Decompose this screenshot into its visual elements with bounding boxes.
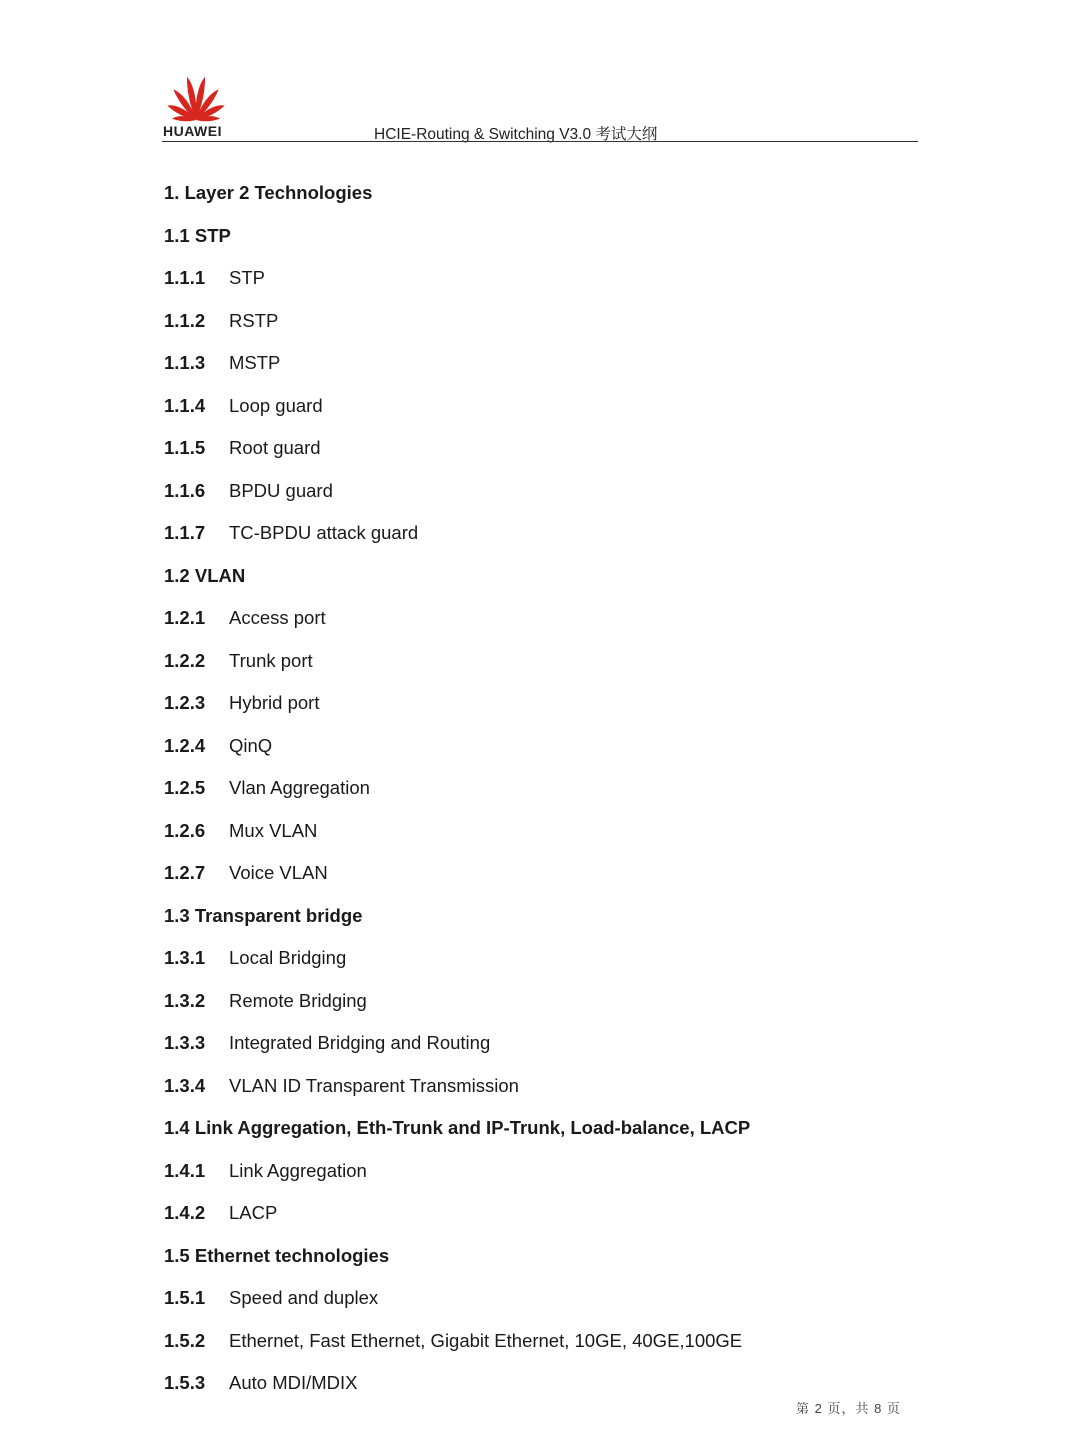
item-number: 1.2.5 [164, 777, 206, 798]
item-number: 1.2.1 [164, 607, 206, 628]
item-label: QinQ [229, 734, 273, 756]
item-label: Loop guard [229, 394, 323, 416]
item-label: Speed and duplex [229, 1287, 379, 1308]
item-label: Ethernet, Fast Ethernet, Gigabit Ethernet, 10GE, 40GE,100GE [229, 1329, 743, 1351]
outline-item [164, 342, 924, 385]
outline-item [164, 640, 924, 683]
outline-item [164, 682, 924, 725]
item-number: 1.1.3 [164, 352, 206, 373]
item-number: 1.3.1 [164, 947, 206, 968]
item-label: Remote Bridging [229, 989, 367, 1011]
item-number: 1.1.4 [164, 394, 206, 416]
outline-item [164, 1192, 924, 1235]
document-title: HCIE-Routing & Switching V3.0 考试大纲 [374, 126, 658, 143]
item-number: 1.5.1 [164, 1287, 206, 1308]
item-number: 1.3.4 [164, 1074, 206, 1096]
outline-item [164, 1150, 924, 1193]
item-number: 1.1.5 [164, 437, 206, 458]
item-label: Voice VLAN [229, 862, 328, 883]
outline-item [164, 257, 924, 300]
item-number: 1.3.3 [164, 1032, 206, 1053]
outline-item [164, 725, 924, 768]
item-label: Link Aggregation [229, 1159, 367, 1181]
outline-item [164, 767, 924, 810]
item-number: 1.1.2 [164, 309, 206, 331]
item-label: Integrated Bridging and Routing [229, 1032, 491, 1053]
item-number: 1.2.2 [164, 649, 206, 671]
item-number: 1.1.1 [164, 267, 206, 288]
header-divider [162, 141, 918, 142]
page-number: 第 2 页，共 8 页 [796, 1401, 901, 1416]
outline-item [164, 470, 924, 513]
item-label: Hybrid port [229, 692, 320, 713]
item-number: 1.2.6 [164, 819, 206, 841]
section-heading: 1.2 VLAN [164, 564, 246, 586]
item-label: Access port [229, 607, 326, 628]
outline-item [164, 385, 924, 428]
item-number: 1.5.2 [164, 1329, 206, 1351]
section-heading: 1. Layer 2 Technologies [164, 182, 373, 203]
item-label: Local Bridging [229, 947, 347, 968]
item-number: 1.4.2 [164, 1202, 206, 1223]
item-label: Vlan Aggregation [229, 777, 370, 798]
item-number: 1.5.3 [164, 1372, 206, 1393]
syllabus-outline [164, 172, 924, 1405]
outline-item [164, 852, 924, 895]
item-label: Auto MDI/MDIX [229, 1372, 358, 1393]
outline-item [164, 1277, 924, 1320]
outline-item [164, 810, 924, 853]
outline-item [164, 597, 924, 640]
outline-item [164, 512, 924, 555]
item-number: 1.1.7 [164, 522, 206, 543]
outline-item [164, 980, 924, 1023]
section-heading: 1.3 Transparent bridge [164, 904, 363, 926]
item-label: RSTP [229, 309, 279, 331]
item-label: VLAN ID Transparent Transmission [229, 1074, 519, 1096]
section-heading: 1.5 Ethernet technologies [164, 1244, 390, 1266]
outline-item [164, 1065, 924, 1108]
item-label: TC-BPDU attack guard [229, 522, 419, 543]
outline-item [164, 427, 924, 470]
section-heading: 1.4 Link Aggregation, Eth-Trunk and IP-Trunk, Load-balance, LACP [164, 1117, 751, 1138]
outline-item [164, 937, 924, 980]
outline-item [164, 300, 924, 343]
item-number: 1.2.4 [164, 734, 206, 756]
item-label: STP [229, 267, 265, 288]
item-label: MSTP [229, 352, 281, 373]
outline-item [164, 1320, 924, 1363]
item-number: 1.1.6 [164, 479, 206, 501]
item-label: Mux VLAN [229, 819, 318, 841]
item-number: 1.3.2 [164, 989, 206, 1011]
brand-name: HUAWEI [163, 123, 222, 139]
item-label: Trunk port [229, 649, 313, 671]
outline-item [164, 1022, 924, 1065]
item-number: 1.4.1 [164, 1159, 206, 1181]
item-number: 1.2.7 [164, 862, 206, 883]
item-label: Root guard [229, 437, 321, 458]
item-label: LACP [229, 1202, 278, 1223]
item-number: 1.2.3 [164, 692, 206, 713]
item-label: BPDU guard [229, 479, 333, 501]
section-heading: 1.1 STP [164, 224, 231, 246]
